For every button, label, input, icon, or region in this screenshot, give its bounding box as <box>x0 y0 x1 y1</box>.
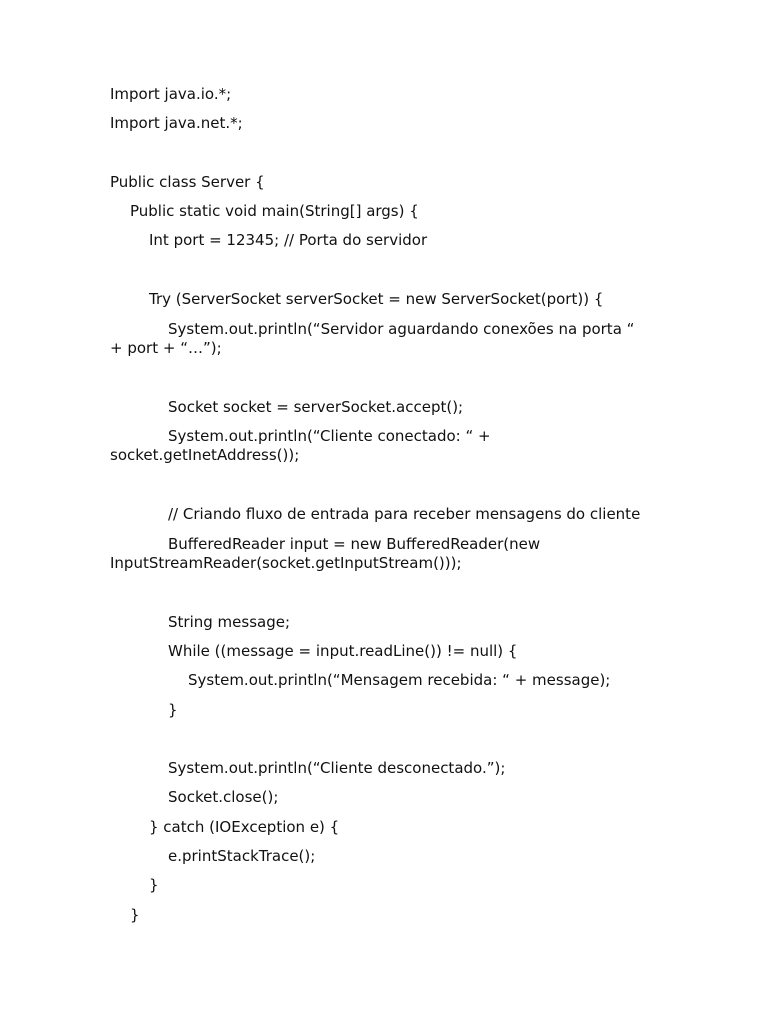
code-line-catch: } catch (IOException e) { <box>149 818 340 836</box>
code-line-println-waiting: System.out.println(“Servidor aguardando conexões na porta “ <box>168 320 635 338</box>
code-line-while: While ((message = input.readLine()) != null) { <box>168 642 518 660</box>
code-line-comment: // Criando fluxo de entrada para receber mensagens do cliente <box>168 505 641 523</box>
code-line-try: Try (ServerSocket serverSocket = new ServerSocket(port)) { <box>149 290 604 308</box>
code-line-main-close: } <box>130 906 140 924</box>
code-line-port: Int port = 12345; // Porta do servidor <box>149 231 428 249</box>
code-line-catch-close: } <box>149 876 159 894</box>
code-line-accept: Socket socket = serverSocket.accept(); <box>168 398 464 416</box>
code-line-socket-close: Socket.close(); <box>168 788 279 806</box>
code-line-println-disconnected: System.out.println(“Cliente desconectado.”); <box>168 759 506 777</box>
code-line-print-stack-trace: e.printStackTrace(); <box>168 847 316 865</box>
code-line-import-io: Import java.io.*; <box>110 85 232 103</box>
code-line-buffered-reader: BufferedReader input = new BufferedReader(new <box>168 535 541 553</box>
code-line-main-method: Public static void main(String[] args) { <box>130 202 419 220</box>
code-line-println-received: System.out.println(“Mensagem recebida: “ + message); <box>188 671 611 689</box>
code-line-import-net: Import java.net.*; <box>110 114 243 132</box>
code-line-println-connected-cont: socket.getInetAddress()); <box>110 446 300 464</box>
code-line-while-close: } <box>168 701 178 719</box>
code-line-println-waiting-cont: + port + “…”); <box>110 339 222 357</box>
code-line-class-declaration: Public class Server { <box>110 173 265 191</box>
code-line-println-connected: System.out.println(“Cliente conectado: “ + <box>168 427 491 445</box>
code-line-buffered-reader-cont: InputStreamReader(socket.getInputStream())); <box>110 554 462 572</box>
code-line-string-message: String message; <box>168 613 290 631</box>
